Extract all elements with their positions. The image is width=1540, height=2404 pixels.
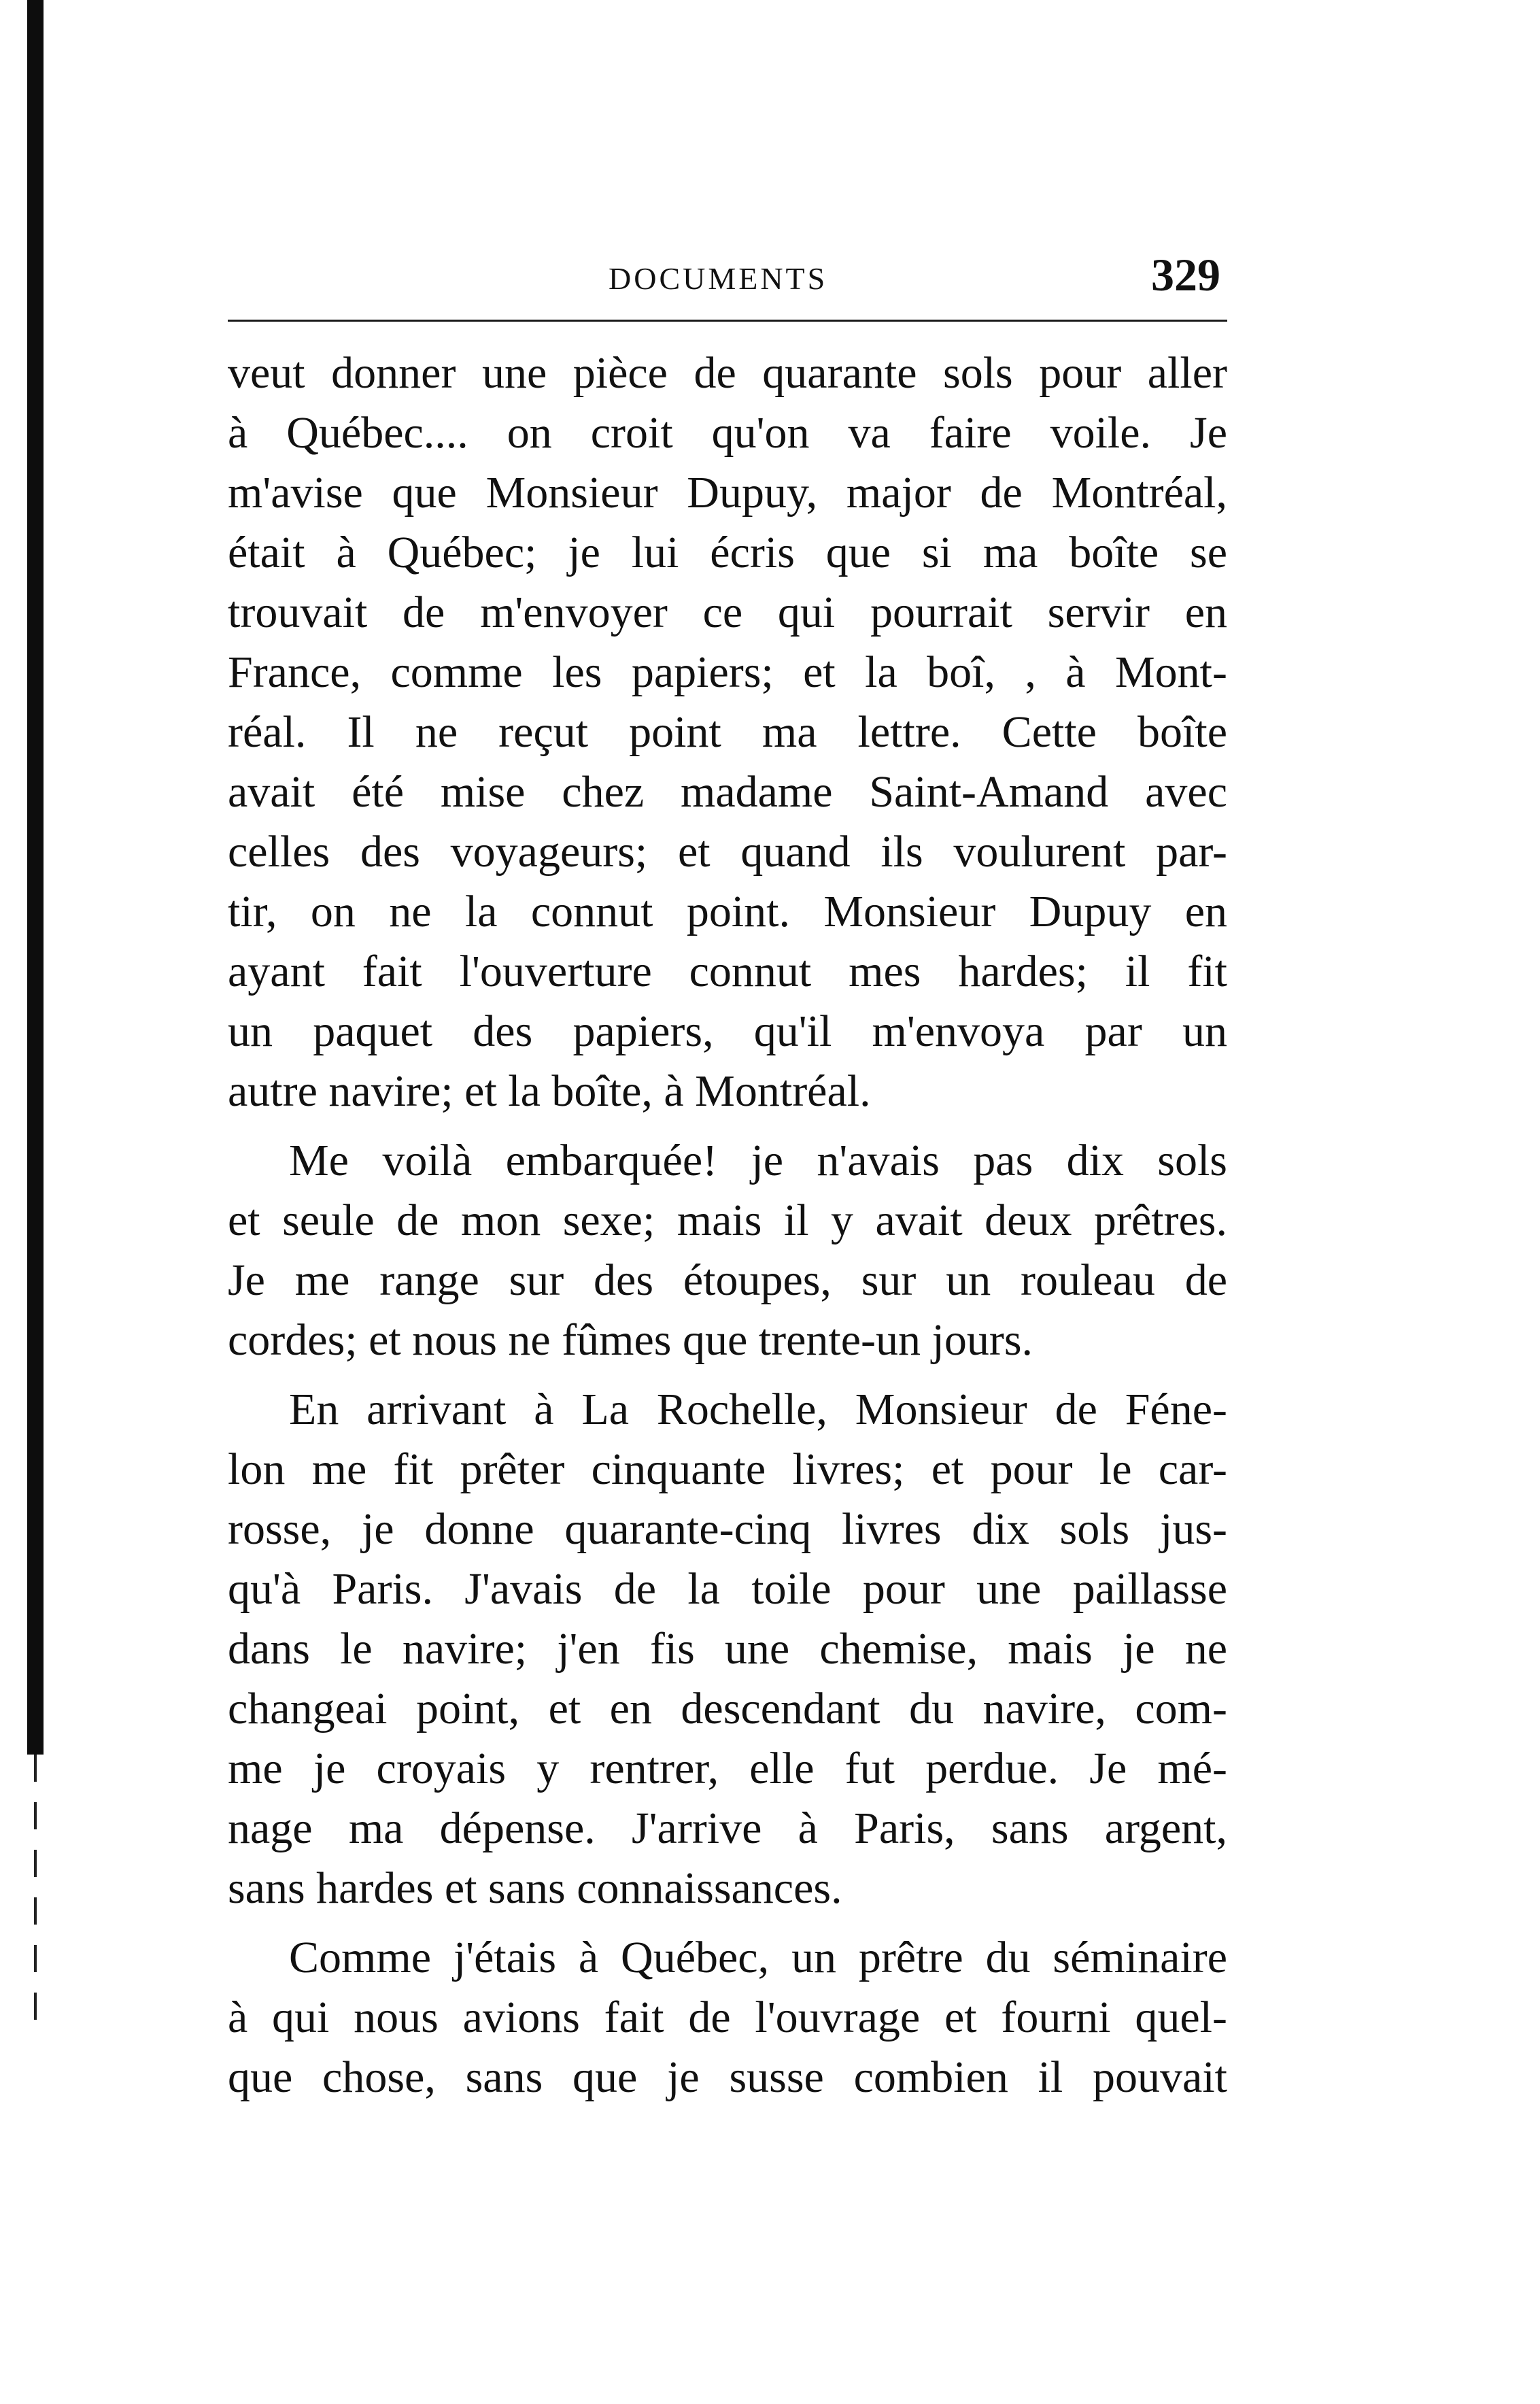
text-line: me je croyais y rentrer, elle fut perdue. Je mé- xyxy=(228,1744,1227,1793)
scan-border-edge xyxy=(27,0,44,1755)
paragraph xyxy=(228,1928,1227,2107)
text-line: avait été mise chez madame Saint-Amand avec xyxy=(228,767,1227,817)
text-line: cordes; et nous ne fûmes que trente-un jours. xyxy=(228,1315,1033,1365)
text-line: à Québec.... on croit qu'on va faire voile. Je xyxy=(228,408,1227,458)
running-header xyxy=(228,248,1220,309)
paragraph xyxy=(228,1380,1227,1918)
text-line: sans hardes et sans connaissances. xyxy=(228,1863,842,1913)
text-line: Comme j'étais à Québec, un prêtre du séminaire xyxy=(289,1933,1227,1982)
text-line: un paquet des papiers, qu'il m'envoya par un xyxy=(228,1006,1227,1056)
text-line: m'avise que Monsieur Dupuy, major de Montréal, xyxy=(228,468,1227,518)
text-line: France, comme les papiers; et la boî, , à Mont- xyxy=(228,647,1227,697)
text-line: En arrivant à La Rochelle, Monsieur de Féne- xyxy=(289,1385,1227,1434)
text-line: nage ma dépense. J'arrive à Paris, sans argent, xyxy=(228,1804,1227,1853)
text-line: tir, on ne la connut point. Monsieur Dupuy en xyxy=(228,887,1227,936)
text-line: Me voilà embarquée! je n'avais pas dix sols xyxy=(289,1136,1227,1185)
text-line: celles des voyageurs; et quand ils voulurent par- xyxy=(228,827,1227,877)
header-rule xyxy=(228,320,1227,322)
text-line: Je me range sur des étoupes, sur un rouleau de xyxy=(228,1255,1227,1305)
text-line: que chose, sans que je susse combien il pouvait xyxy=(228,2052,1227,2102)
text-line: réal. Il ne reçut point ma lettre. Cette boîte xyxy=(228,707,1227,757)
body-text xyxy=(228,343,1227,2107)
text-line: ayant fait l'ouverture connut mes hardes; il fit xyxy=(228,947,1227,996)
text-line: lon me fit prêter cinquante livres; et pour le car- xyxy=(228,1444,1227,1494)
text-line: veut donner une pièce de quarante sols pour aller xyxy=(228,348,1227,398)
text-line: trouvait de m'envoyer ce qui pourrait servir en xyxy=(228,588,1227,637)
paragraph-gap xyxy=(228,1918,1227,1928)
paragraph xyxy=(228,1131,1227,1370)
text-line: rosse, je donne quarante-cinq livres dix sols jus- xyxy=(228,1504,1227,1554)
running-title: DOCUMENTS xyxy=(609,261,828,296)
text-line: à qui nous avions fait de l'ouvrage et fourni quel- xyxy=(228,1993,1227,2042)
page-number: 329 xyxy=(1151,249,1220,301)
paragraph-gap xyxy=(228,1121,1227,1131)
text-line: changeai point, et en descendant du navire, com- xyxy=(228,1684,1227,1733)
text-line: et seule de mon sexe; mais il y avait deux prêtres. xyxy=(228,1196,1227,1245)
scan-border-trace xyxy=(34,1755,37,2040)
paragraph xyxy=(228,343,1227,1121)
text-line: dans le navire; j'en fis une chemise, mais je ne xyxy=(228,1624,1227,1674)
text-line: était à Québec; je lui écris que si ma boîte se xyxy=(228,528,1227,577)
text-line: qu'à Paris. J'avais de la toile pour une paillasse xyxy=(228,1564,1227,1614)
text-line: autre navire; et la boîte, à Montréal. xyxy=(228,1066,871,1116)
paragraph-gap xyxy=(228,1370,1227,1380)
